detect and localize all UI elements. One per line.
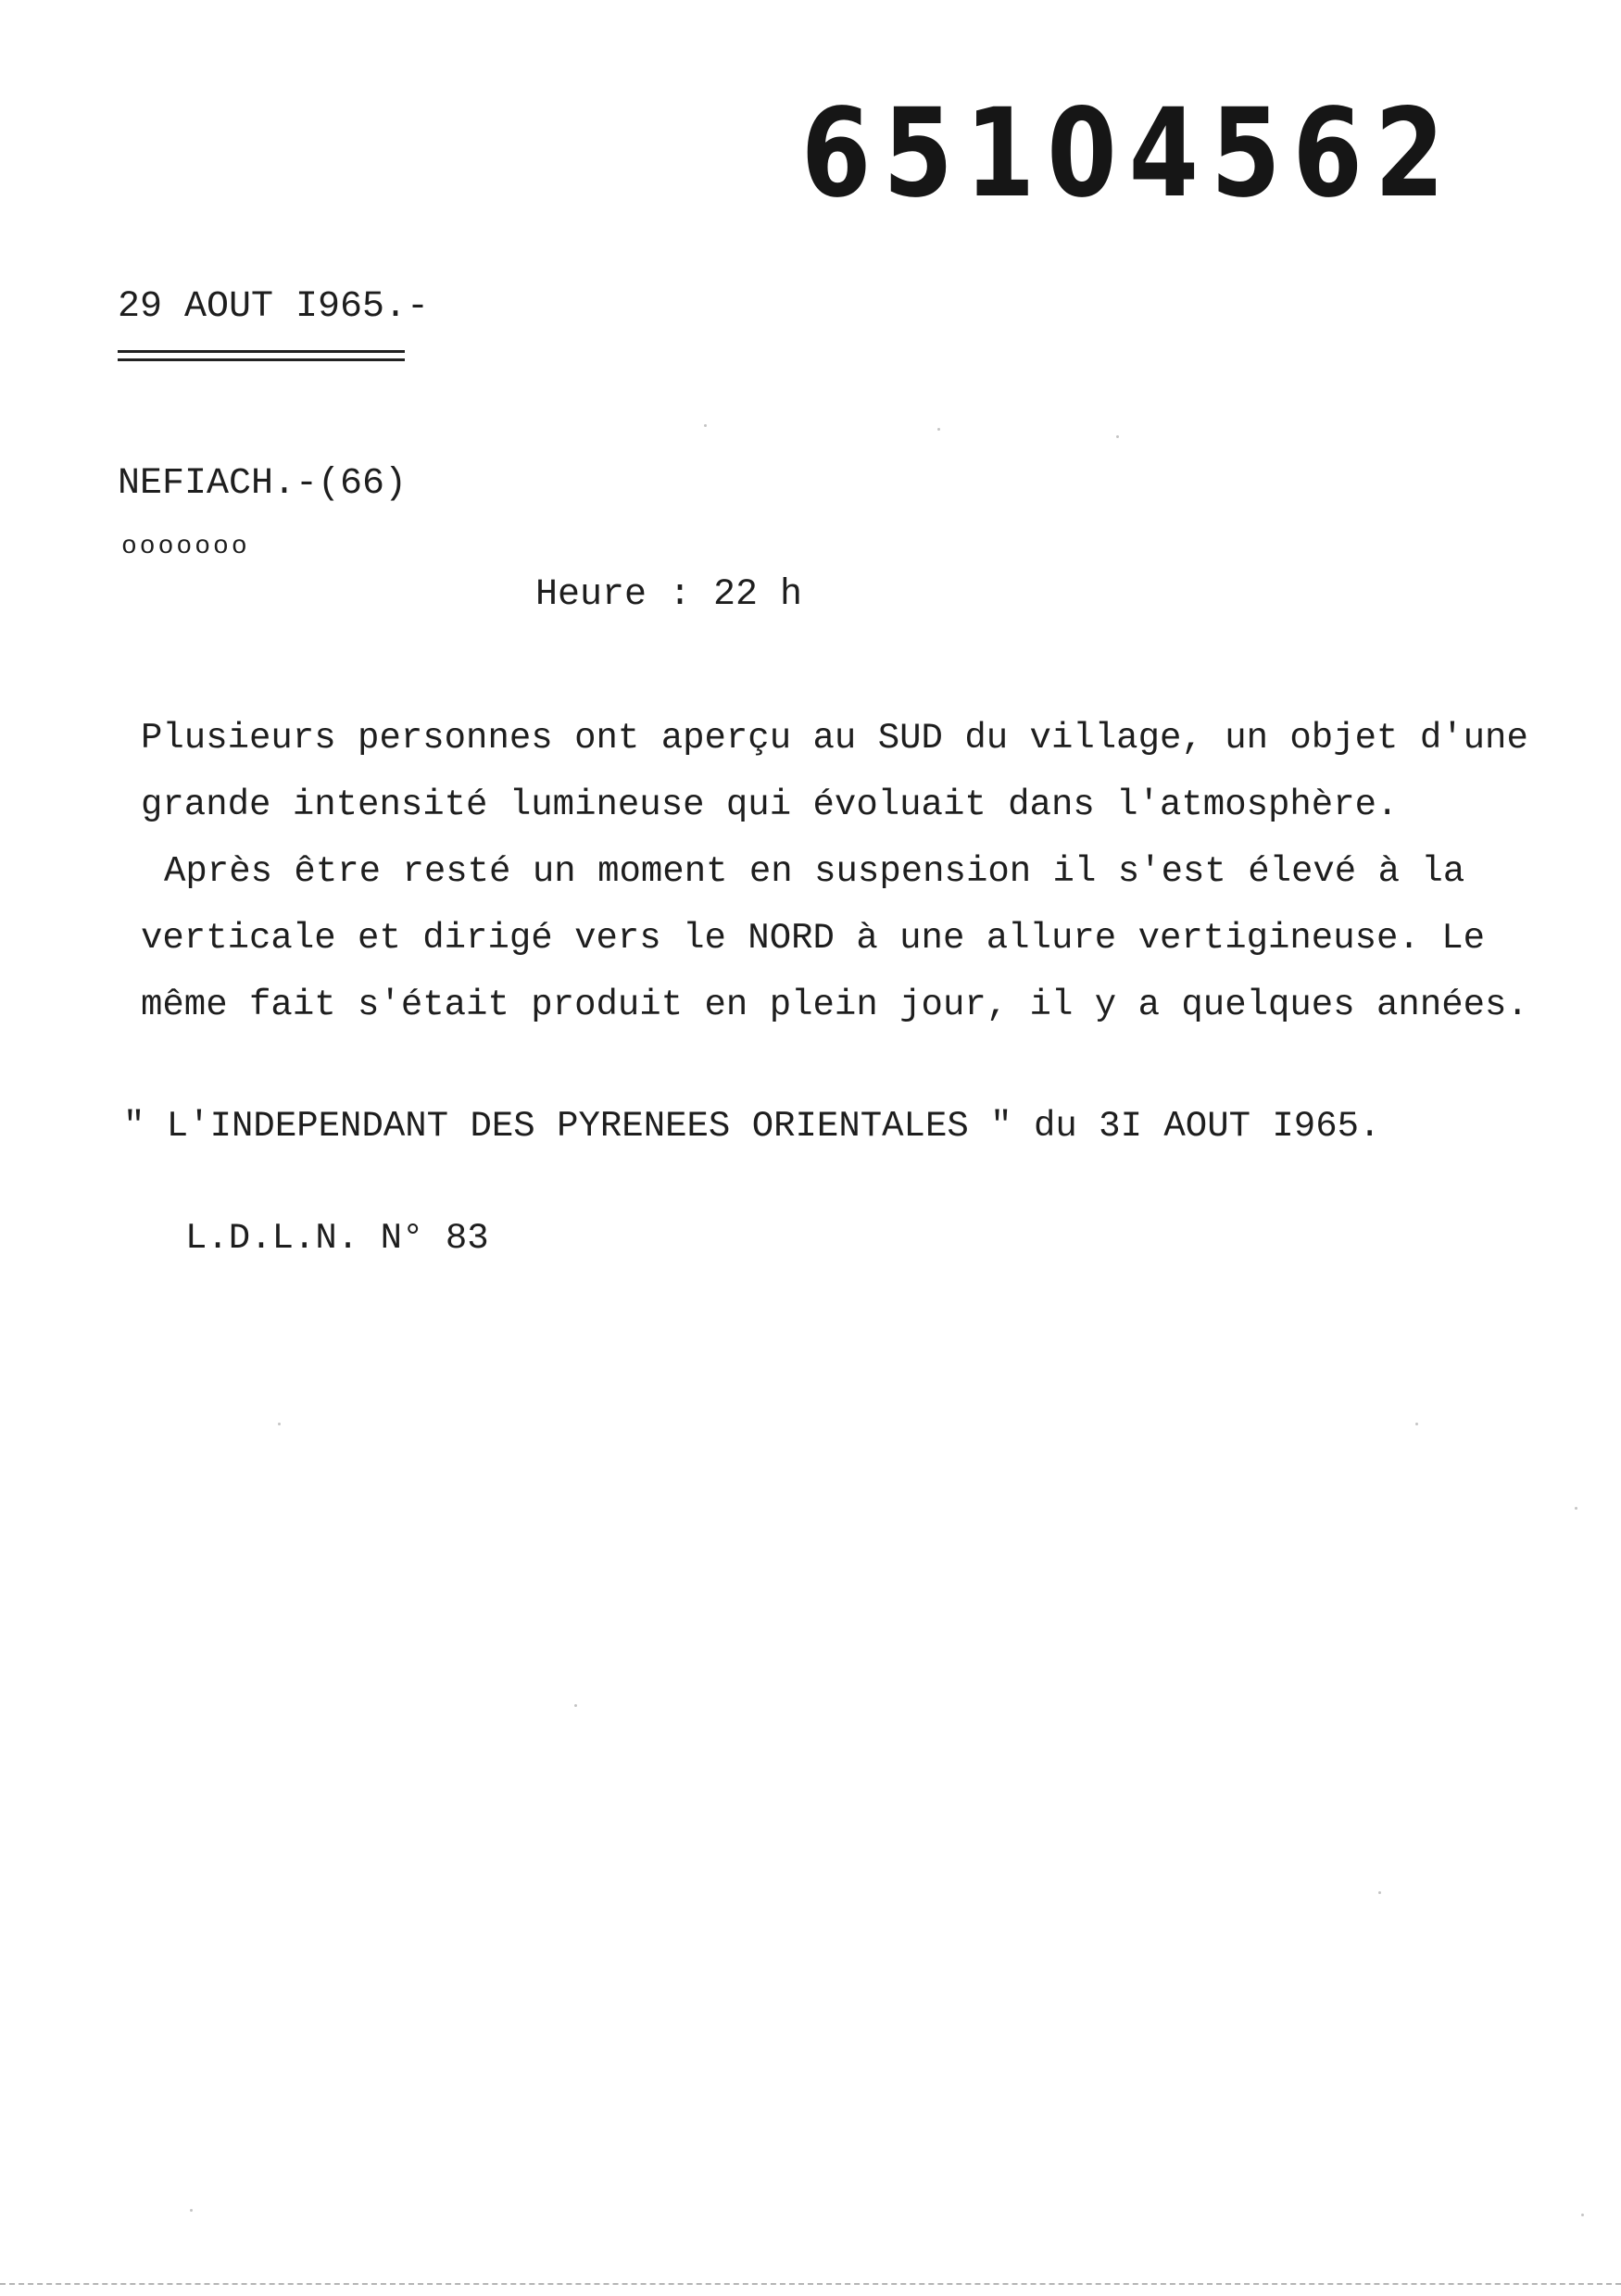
scan-speck bbox=[574, 1704, 577, 1707]
scan-speck bbox=[190, 2209, 193, 2212]
newspaper-source: " L'INDEPENDANT DES PYRENEES ORIENTALES " du 3I AOUT I965. bbox=[123, 1106, 1381, 1147]
report-date: 29 AOUT I965.- bbox=[118, 286, 430, 328]
body-line: verticale et dirigé vers le NORD à une allure vertigineuse. Le bbox=[141, 918, 1486, 959]
scan-edge-artifact bbox=[0, 2283, 1621, 2285]
body-line: Plusieurs personnes ont aperçu au SUD du village, un objet d'une bbox=[141, 718, 1528, 759]
body-line: Après être resté un moment en suspension il s'est élevé à la bbox=[164, 851, 1465, 892]
scan-speck bbox=[937, 428, 940, 431]
scan-speck bbox=[1116, 435, 1119, 438]
report-body bbox=[141, 705, 1549, 1038]
document-number-stamp: 65104562 bbox=[801, 82, 1457, 225]
scan-speck bbox=[1575, 1507, 1577, 1510]
catalog-reference: L.D.L.N. N° 83 bbox=[185, 1218, 489, 1259]
scan-speck bbox=[1378, 1891, 1381, 1894]
location-underline-marks: ooooooo bbox=[121, 533, 250, 561]
body-line: même fait s'était produit en plein jour, il y a quelques années. bbox=[141, 985, 1528, 1025]
scan-speck bbox=[704, 424, 707, 427]
scan-speck bbox=[1581, 2214, 1584, 2216]
body-line: grande intensité lumineuse qui évoluait dans l'atmosphère. bbox=[141, 784, 1399, 825]
scan-speck bbox=[1415, 1423, 1418, 1425]
date-double-underline bbox=[118, 350, 405, 361]
location-heading: NEFIACH.-(66) bbox=[118, 463, 408, 505]
time-line: Heure : 22 h bbox=[535, 574, 803, 616]
scan-speck bbox=[278, 1423, 281, 1425]
